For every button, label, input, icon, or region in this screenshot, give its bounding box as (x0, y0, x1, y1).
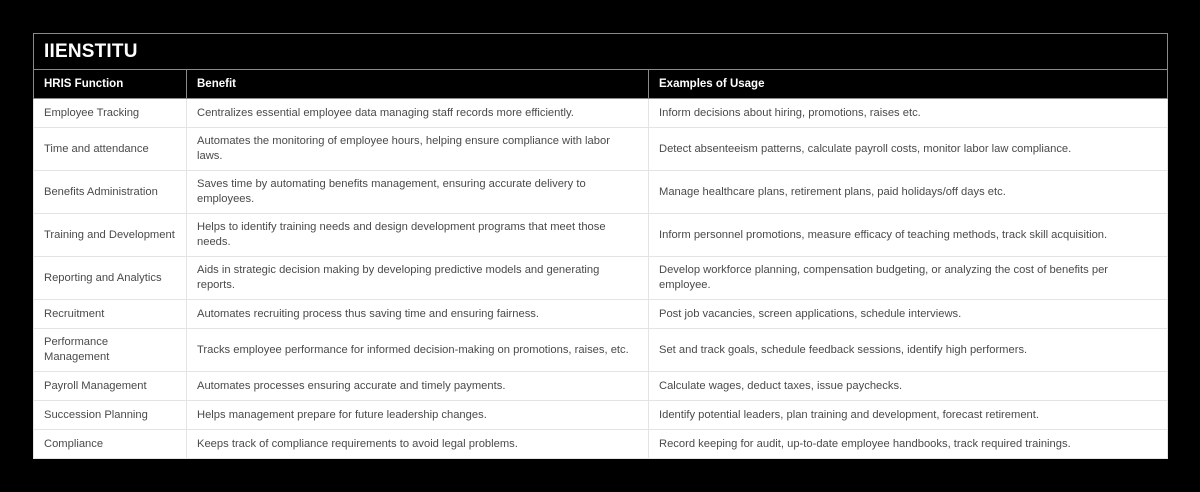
cell-benefit: Saves time by automating benefits management, ensuring accurate delivery to employees. (187, 171, 649, 214)
table-row (34, 257, 1168, 300)
cell-function: Recruitment (34, 300, 187, 329)
header-row (34, 70, 1168, 99)
title-row (34, 34, 1168, 70)
cell-examples: Detect absenteeism patterns, calculate payroll costs, monitor labor law compliance. (649, 128, 1168, 171)
cell-benefit: Keeps track of compliance requirements to avoid legal problems. (187, 430, 649, 459)
cell-examples: Manage healthcare plans, retirement plans, paid holidays/off days etc. (649, 171, 1168, 214)
cell-examples: Inform personnel promotions, measure efficacy of teaching methods, track skill acquisition. (649, 214, 1168, 257)
table-row (34, 329, 1168, 372)
cell-function: Training and Development (34, 214, 187, 257)
hris-table-container (33, 33, 1167, 459)
table-row (34, 372, 1168, 401)
cell-benefit: Centralizes essential employee data managing staff records more efficiently. (187, 99, 649, 128)
column-header-function: HRIS Function (34, 70, 187, 99)
table-row (34, 99, 1168, 128)
cell-benefit: Tracks employee performance for informed decision-making on promotions, raises, etc. (187, 329, 649, 372)
hris-functions-table (33, 33, 1168, 459)
table-row (34, 214, 1168, 257)
cell-benefit: Automates recruiting process thus saving time and ensuring fairness. (187, 300, 649, 329)
table-row (34, 171, 1168, 214)
cell-function: Compliance (34, 430, 187, 459)
cell-function: Employee Tracking (34, 99, 187, 128)
column-header-examples: Examples of Usage (649, 70, 1168, 99)
cell-function: Time and attendance (34, 128, 187, 171)
cell-benefit: Aids in strategic decision making by developing predictive models and generating reports. (187, 257, 649, 300)
cell-benefit: Automates processes ensuring accurate and timely payments. (187, 372, 649, 401)
cell-function: Performance Management (34, 329, 187, 372)
cell-examples: Develop workforce planning, compensation budgeting, or analyzing the cost of benefits per employee. (649, 257, 1168, 300)
table-row (34, 128, 1168, 171)
cell-examples: Record keeping for audit, up-to-date employee handbooks, track required trainings. (649, 430, 1168, 459)
table-title: IIENSTITU (34, 34, 1168, 70)
cell-examples: Calculate wages, deduct taxes, issue paychecks. (649, 372, 1168, 401)
cell-examples: Identify potential leaders, plan training and development, forecast retirement. (649, 401, 1168, 430)
cell-function: Succession Planning (34, 401, 187, 430)
cell-benefit: Helps management prepare for future leadership changes. (187, 401, 649, 430)
cell-function: Benefits Administration (34, 171, 187, 214)
table-row (34, 430, 1168, 459)
cell-examples: Inform decisions about hiring, promotions, raises etc. (649, 99, 1168, 128)
cell-benefit: Automates the monitoring of employee hours, helping ensure compliance with labor laws. (187, 128, 649, 171)
cell-examples: Post job vacancies, screen applications, schedule interviews. (649, 300, 1168, 329)
cell-examples: Set and track goals, schedule feedback sessions, identify high performers. (649, 329, 1168, 372)
cell-function: Reporting and Analytics (34, 257, 187, 300)
column-header-benefit: Benefit (187, 70, 649, 99)
table-row (34, 300, 1168, 329)
cell-benefit: Helps to identify training needs and design development programs that meet those needs. (187, 214, 649, 257)
cell-function: Payroll Management (34, 372, 187, 401)
table-row (34, 401, 1168, 430)
